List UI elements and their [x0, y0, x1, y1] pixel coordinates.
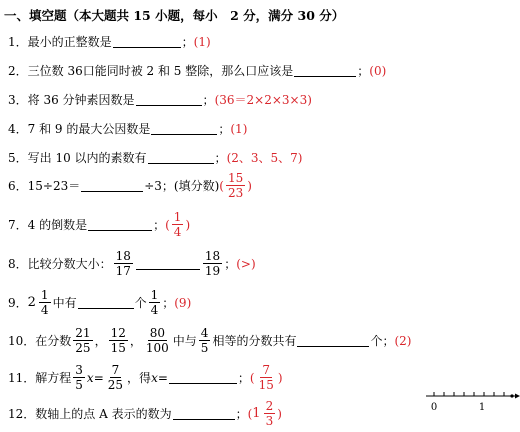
question-text: 2．三位数 36口能同时被 2 和 5 整除，那么口应该是: [8, 64, 294, 78]
answer-text: (>): [236, 256, 256, 271]
point-a: [510, 394, 513, 397]
answer-blank: [136, 258, 200, 270]
question-text: 4．7 和 9 的最大公因数是: [8, 122, 151, 136]
answer-blank: [297, 335, 369, 347]
denominator: 4: [150, 303, 159, 317]
answer-fraction: [226, 172, 245, 199]
question-9: 9． 2 $\frac{1}{4}$ 中有 个 $\frac{1}{4}$ ； (9): [8, 288, 192, 317]
question-text: 9．: [8, 296, 28, 310]
question-text-mid: 中有: [52, 296, 77, 310]
equals-sign: =: [93, 370, 104, 385]
denominator: 100: [145, 341, 169, 355]
section-heading: 一、填空题（本大题共 15 小题，每小 2 分，满分 30 分）: [4, 8, 345, 23]
question-text-mid2: 相等的分数共有: [212, 334, 297, 348]
answer-blank: [136, 94, 202, 106]
question-text-mid3: 个: [370, 334, 383, 348]
numerator: 80: [149, 326, 165, 340]
denominator: 5: [75, 378, 83, 392]
answer-blank: [151, 123, 217, 135]
question-2: 2．三位数 36口能同时被 2 和 5 整除，那么口应该是 ； (0): [8, 63, 387, 78]
denominator: 4: [40, 303, 49, 317]
variable: x: [151, 370, 158, 385]
numerator: 7: [262, 363, 271, 377]
numerator: 4: [200, 326, 209, 340]
number-line-ticks: [434, 392, 504, 396]
question-text-mid: ，得: [127, 371, 152, 385]
denominator: 3: [265, 414, 274, 428]
question-text-mid: ÷3；(填分数): [144, 179, 220, 193]
numerator: 1: [40, 288, 49, 302]
number-line-figure: [424, 382, 520, 416]
whole-part: 1: [252, 406, 261, 421]
fraction: [109, 327, 128, 354]
question-text: 8．比较分数大小：: [8, 257, 112, 271]
answer-text: (2、3、5、7): [226, 151, 303, 165]
mixed-number: [28, 289, 53, 316]
answer-blank: [81, 180, 143, 192]
fraction: [199, 327, 211, 354]
denominator: 4: [173, 225, 182, 239]
answer-text: (1): [193, 34, 211, 49]
numerator: 1: [173, 210, 182, 224]
numerator: 15: [227, 171, 244, 185]
whole-part: 2: [27, 295, 36, 310]
answer-fraction: [257, 364, 276, 391]
answer-fraction: [172, 211, 184, 238]
denominator: 15: [110, 341, 126, 355]
denominator: 5: [200, 341, 209, 355]
question-text-mid2: 个: [134, 296, 147, 310]
answer-text: (9): [174, 295, 192, 310]
numerator: 3: [75, 363, 83, 377]
numerator: 21: [75, 326, 91, 340]
answer-blank: [148, 152, 214, 164]
answer-text: (36＝2×2×3×3): [214, 93, 312, 107]
denominator: 15: [258, 378, 274, 392]
fraction: [73, 364, 85, 391]
answer-mixed-number: [252, 400, 277, 427]
question-1: 1．最小的正整数是 ； (1): [8, 34, 211, 49]
question-text: 11．解方程: [8, 371, 72, 385]
denominator: 17: [115, 264, 131, 278]
question-8: 8．比较分数大小： $\frac{18}{17}$ $\frac{18}{19}$ ； (>): [8, 249, 256, 278]
denominator: 25: [107, 378, 124, 392]
fraction-right: [203, 250, 222, 277]
question-4: 4．7 和 9 的最大公因数是 ； (1): [8, 121, 248, 136]
question-7: 7．4 的倒数是 ； ( $\frac{1}{4}$ ): [8, 210, 191, 239]
question-10: 10．在分数 $\frac{21}{25}$ ， $\frac{12}{15}$ ， $\frac{80}{100}$ 中与 $\frac{4}{5}$ 相等的分数共有 个 ； (2): [8, 326, 412, 355]
answer-blank: [78, 297, 134, 309]
question-text-mid: 中与: [172, 334, 197, 348]
tick-label-1: 1: [478, 402, 486, 413]
question-5: 5．写出 10 以内的素数有 ； (2、3、5、7): [8, 151, 303, 165]
question-text: 3．将 36 分钟素因数是: [8, 93, 135, 107]
fraction: [264, 400, 276, 427]
arrow-head-icon: [515, 394, 520, 399]
answer-blank: [113, 36, 181, 48]
question-11: 11．解方程 $\frac{3}{5}$ x = $\frac{7}{25}$ ，得 x = ； ( $\frac{7}{15}$ ): [8, 363, 283, 392]
question-6: 6．15÷23＝ ÷3；(填分数) ( $\frac{15}{23}$ ): [8, 171, 252, 200]
numerator: 18: [204, 249, 221, 263]
fraction-left: [114, 250, 133, 277]
question-text: 12．数轴上的点 A 表示的数为: [8, 407, 172, 421]
question-text: 7．4 的倒数是: [8, 218, 88, 232]
question-text: 1．最小的正整数是: [8, 35, 112, 49]
denominator: 23: [227, 186, 244, 200]
numerator: 1: [150, 288, 159, 302]
answer-blank: [294, 65, 356, 77]
answer-blank: [173, 408, 235, 420]
answer-text: (0): [369, 63, 387, 78]
question-text: 10．在分数: [8, 334, 72, 348]
question-text: 5．写出 10 以内的素数有: [8, 151, 147, 165]
answer-text: (2): [394, 333, 412, 348]
denominator: 19: [204, 264, 221, 278]
fraction: [39, 289, 51, 316]
equals-sign: =: [157, 370, 168, 385]
fraction: [106, 364, 125, 391]
numerator: 2: [265, 399, 274, 413]
question-3: 3．将 36 分钟素因数是 ； (36＝2×2×3×3): [8, 93, 312, 107]
variable: x: [86, 370, 94, 385]
fraction: [144, 327, 171, 354]
answer-blank: [169, 372, 237, 384]
fraction: [73, 327, 92, 354]
answer-blank: [88, 219, 152, 231]
numerator: 18: [115, 249, 131, 263]
numerator: 12: [110, 326, 126, 340]
denominator: 25: [75, 341, 91, 355]
numerator: 7: [111, 363, 120, 377]
question-text: 6．15÷23＝: [8, 179, 81, 193]
tick-label-0: 0: [430, 402, 438, 413]
answer-text: (1): [230, 121, 248, 136]
fraction: [149, 289, 161, 316]
question-12: 12．数轴上的点 A 表示的数为 ； ( 1 $\frac{2}{3}$ ): [8, 399, 282, 428]
